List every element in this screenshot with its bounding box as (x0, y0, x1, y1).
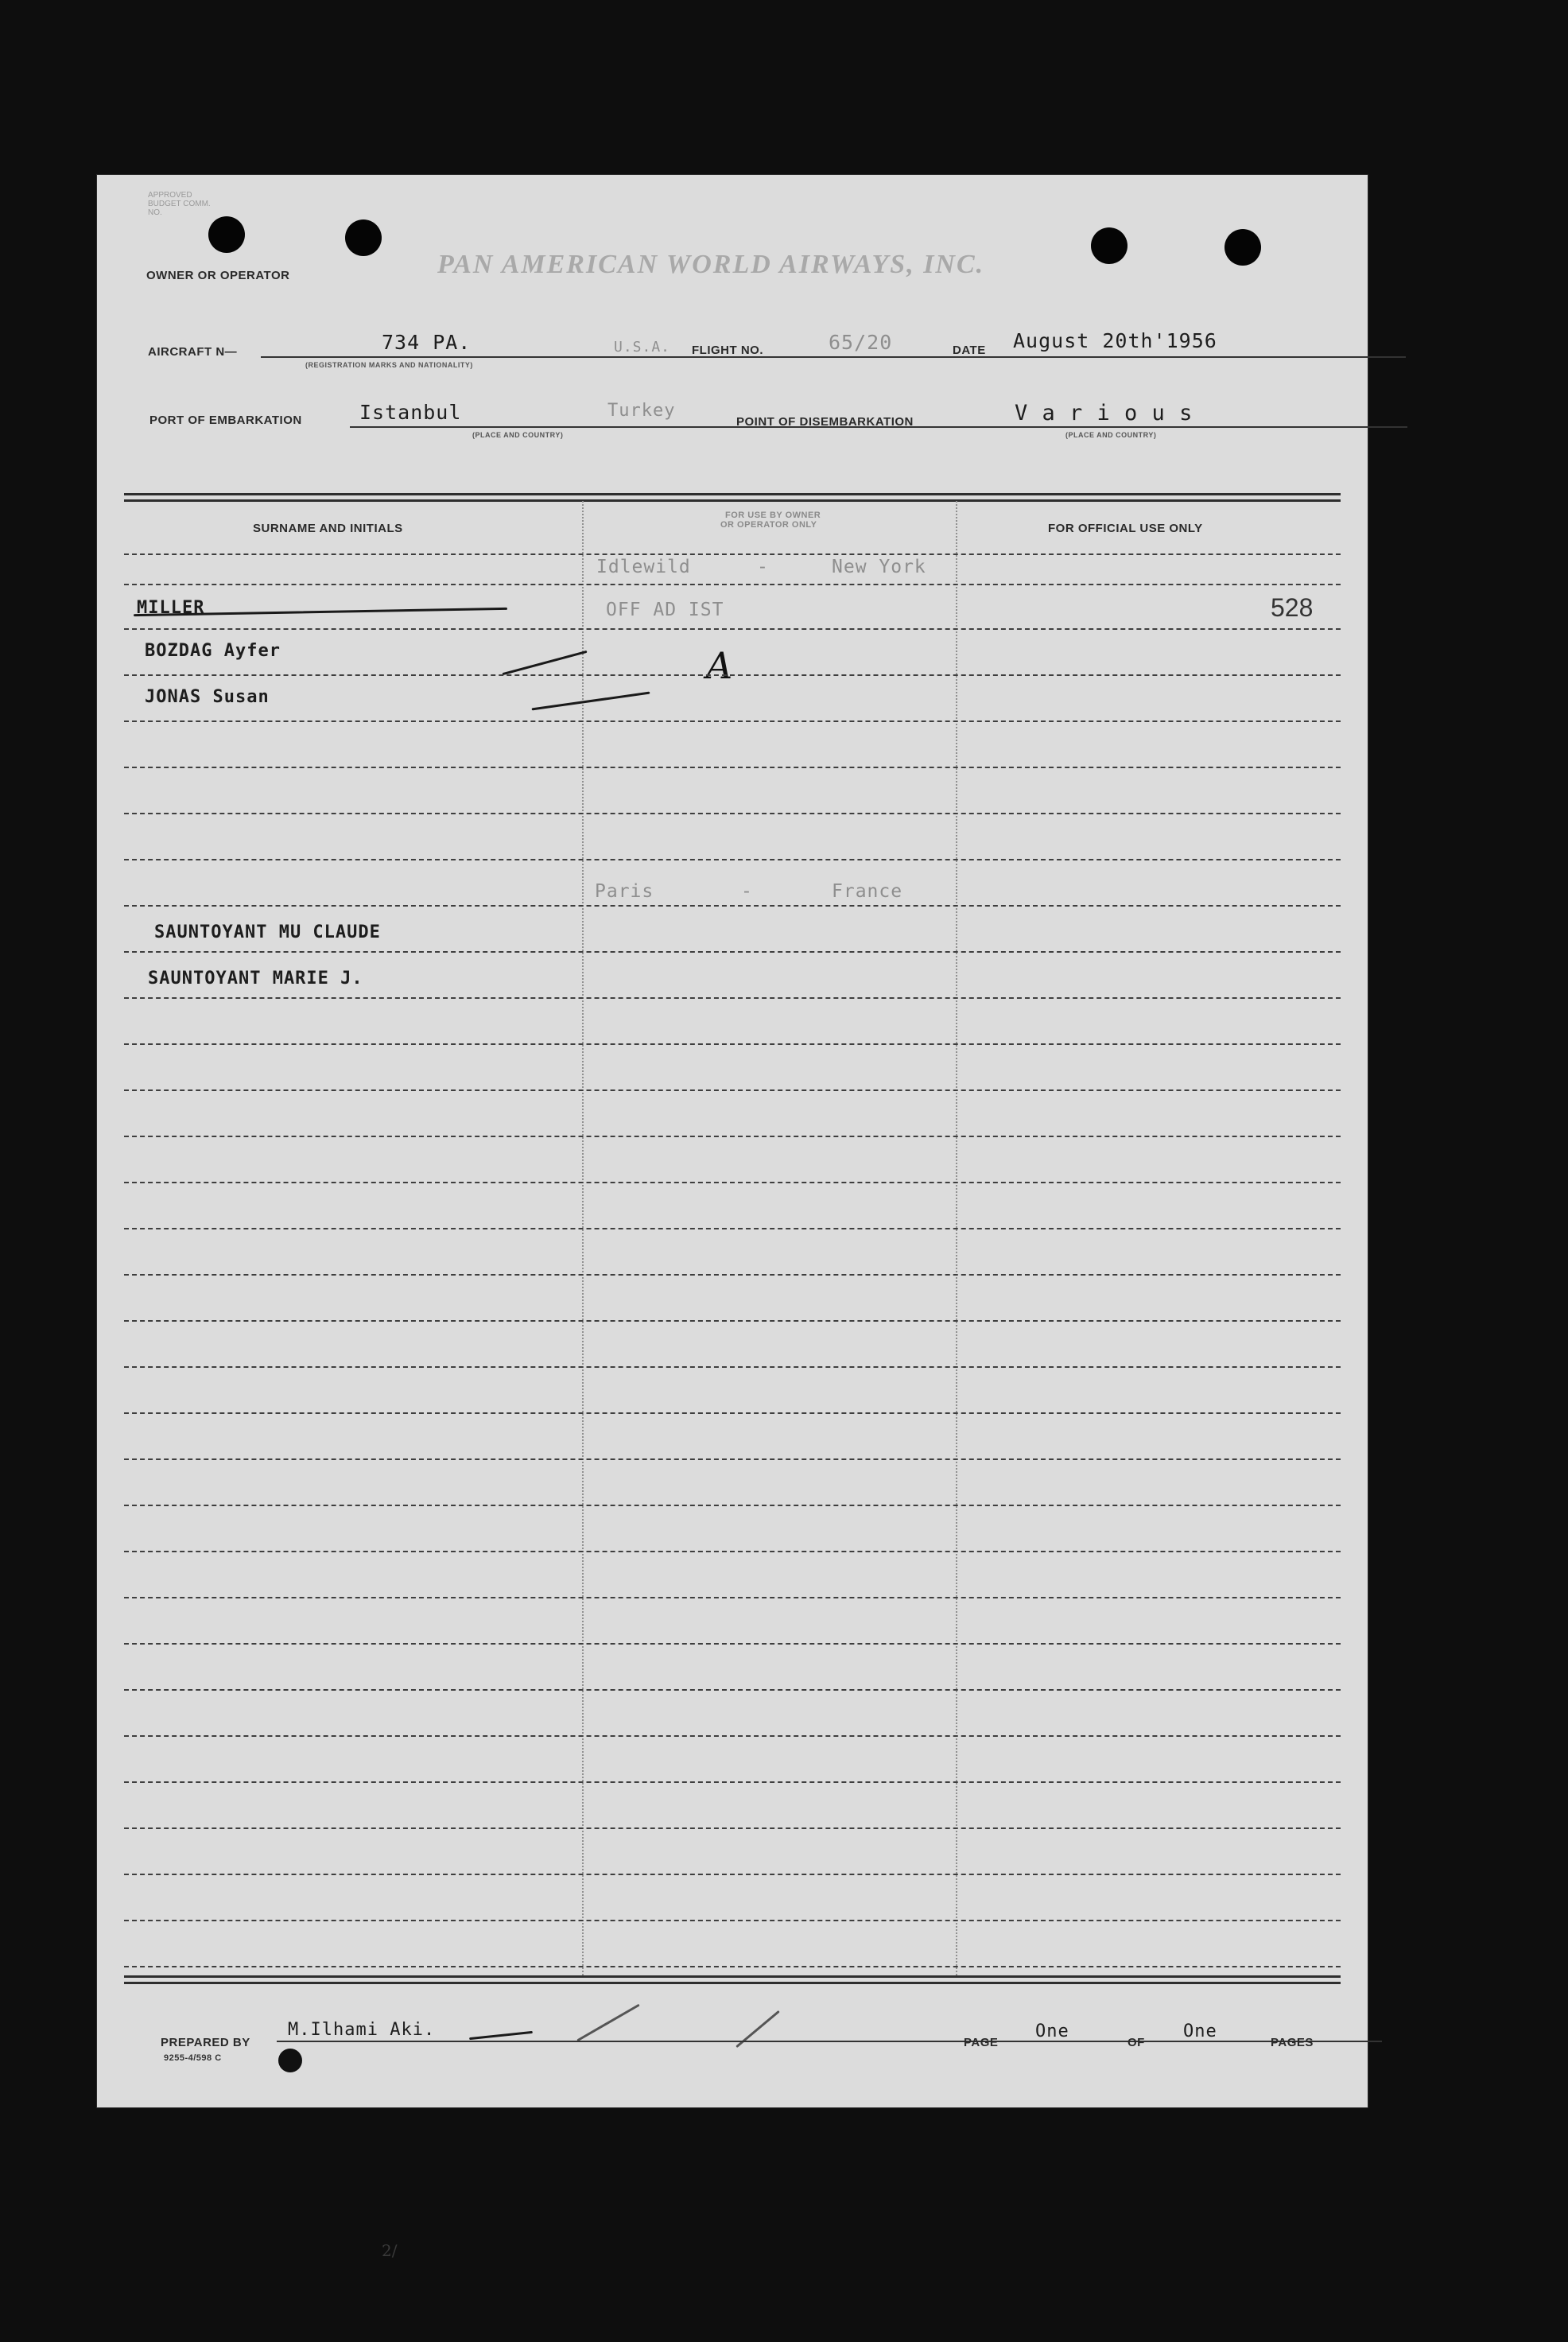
flight-value: 65/20 (829, 331, 893, 354)
passenger-sauntoyant-1: SAUNTOYANT MU CLAUDE (154, 922, 381, 942)
row-rule (124, 1643, 1341, 1645)
embarkation-caption: (PLACE AND COUNTRY) (472, 431, 564, 439)
row-rule (124, 1366, 1341, 1368)
row-rule (124, 628, 1341, 630)
date-value: August 20th'1956 (1013, 329, 1217, 352)
dest2-city: Paris (595, 881, 654, 902)
row-rule (124, 1689, 1341, 1691)
annotation-mark: A (706, 644, 733, 687)
col-header-owner-line1: FOR USE BY OWNER (725, 511, 821, 520)
column-divider-1 (582, 501, 584, 1975)
row-rule (124, 951, 1341, 953)
row-rule (124, 1781, 1341, 1783)
punch-hole-2 (345, 219, 382, 256)
row-rule (124, 1505, 1341, 1506)
row-rule (124, 905, 1341, 907)
aircraft-value: 734 PA. (382, 331, 472, 354)
col-header-owner-line2: OR OPERATOR ONLY (720, 520, 817, 530)
embarkation-city: Istanbul (359, 401, 462, 424)
row-rule (124, 1874, 1341, 1875)
of-label: OF (1127, 2036, 1145, 2049)
dest1-city: Idlewild (596, 557, 691, 577)
punch-hole-1 (208, 216, 245, 253)
row-rule (124, 1136, 1341, 1137)
punch-hole-4 (1225, 229, 1261, 266)
row-rule (124, 1043, 1341, 1045)
ink-stroke-2 (532, 692, 650, 711)
row-rule (124, 1274, 1341, 1276)
approval-stamp: APPROVED BUDGET COMM. NO. (148, 191, 211, 217)
flight-label: FLIGHT NO. (692, 344, 763, 357)
aircraft-underline (261, 356, 1406, 358)
union-seal-icon (278, 2049, 302, 2072)
miller-codes: OFF AD IST (606, 600, 724, 620)
row-rule (124, 767, 1341, 768)
row-rule (124, 1597, 1341, 1598)
page-label: PAGE (964, 2036, 999, 2049)
table-top-rule-2 (124, 499, 1341, 502)
row-rule (124, 997, 1341, 999)
table-bottom-rule-1 (124, 1975, 1341, 1978)
pages-label: PAGES (1271, 2036, 1314, 2049)
row-rule (124, 1089, 1341, 1091)
col-header-surname: SURNAME AND INITIALS (253, 522, 403, 535)
row-rule (124, 859, 1341, 860)
dest1-country: New York (832, 557, 926, 577)
margin-mark: 2/ (382, 2241, 398, 2260)
ink-stroke-1 (502, 651, 587, 675)
disembarkation-label: POINT OF DISEMBARKATION (736, 415, 914, 429)
disembarkation-caption: (PLACE AND COUNTRY) (1065, 431, 1157, 439)
embarkation-country: Turkey (607, 401, 676, 421)
row-rule (124, 1458, 1341, 1460)
row-rule (124, 813, 1341, 814)
passenger-jonas: JONAS Susan (145, 687, 270, 707)
row-rule (124, 1551, 1341, 1552)
row-rule (124, 553, 1341, 555)
row-rule (124, 1827, 1341, 1829)
punch-hole-3 (1091, 227, 1127, 264)
table-top-rule-1 (124, 493, 1341, 495)
embarkation-label: PORT OF EMBARKATION (149, 414, 302, 427)
prepared-by-label: PREPARED BY (161, 2036, 250, 2049)
nationality-value: U.S.A. (614, 339, 671, 355)
row-rule (124, 1320, 1341, 1322)
col-header-official: FOR OFFICIAL USE ONLY (1048, 522, 1203, 535)
date-label: DATE (953, 344, 986, 357)
dest2-dash: - (741, 881, 753, 902)
manifest-sheet (97, 175, 1368, 2107)
passenger-bozdag: BOZDAG Ayfer (145, 641, 281, 661)
column-divider-2 (956, 501, 957, 1975)
signature-stroke-2 (576, 2004, 639, 2042)
miller-official-number: 528 (1271, 593, 1314, 622)
prepared-by-value: M.Ilhami Aki. (288, 2020, 436, 2040)
passenger-miller: MILLER (137, 598, 205, 618)
row-rule (124, 1920, 1341, 1921)
of-value: One (1183, 2022, 1217, 2041)
signature-stroke-1 (469, 2031, 533, 2040)
aircraft-label: AIRCRAFT N— (148, 345, 238, 359)
dest2-country: France (832, 881, 903, 902)
dest1-dash: - (757, 557, 769, 577)
row-rule (124, 720, 1341, 722)
row-rule (124, 1228, 1341, 1229)
row-rule (124, 1966, 1341, 1967)
row-rule (124, 674, 1341, 676)
row-rule (124, 584, 1341, 585)
row-rule (124, 1412, 1341, 1414)
signature-stroke-3 (735, 2010, 780, 2048)
disembarkation-value: V a r i o u s (1015, 401, 1193, 425)
passenger-sauntoyant-2: SAUNTOYANT MARIE J. (148, 969, 363, 988)
row-rule (124, 1182, 1341, 1183)
form-number: 9255-4/598 C (164, 2053, 222, 2063)
owner-value: PAN AMERICAN WORLD AIRWAYS, INC. (437, 250, 985, 279)
registration-caption: (REGISTRATION MARKS AND NATIONALITY) (305, 361, 473, 369)
owner-label: OWNER OR OPERATOR (146, 269, 290, 282)
page-value: One (1035, 2022, 1069, 2041)
table-bottom-rule-2 (124, 1982, 1341, 1984)
row-rule (124, 1735, 1341, 1737)
